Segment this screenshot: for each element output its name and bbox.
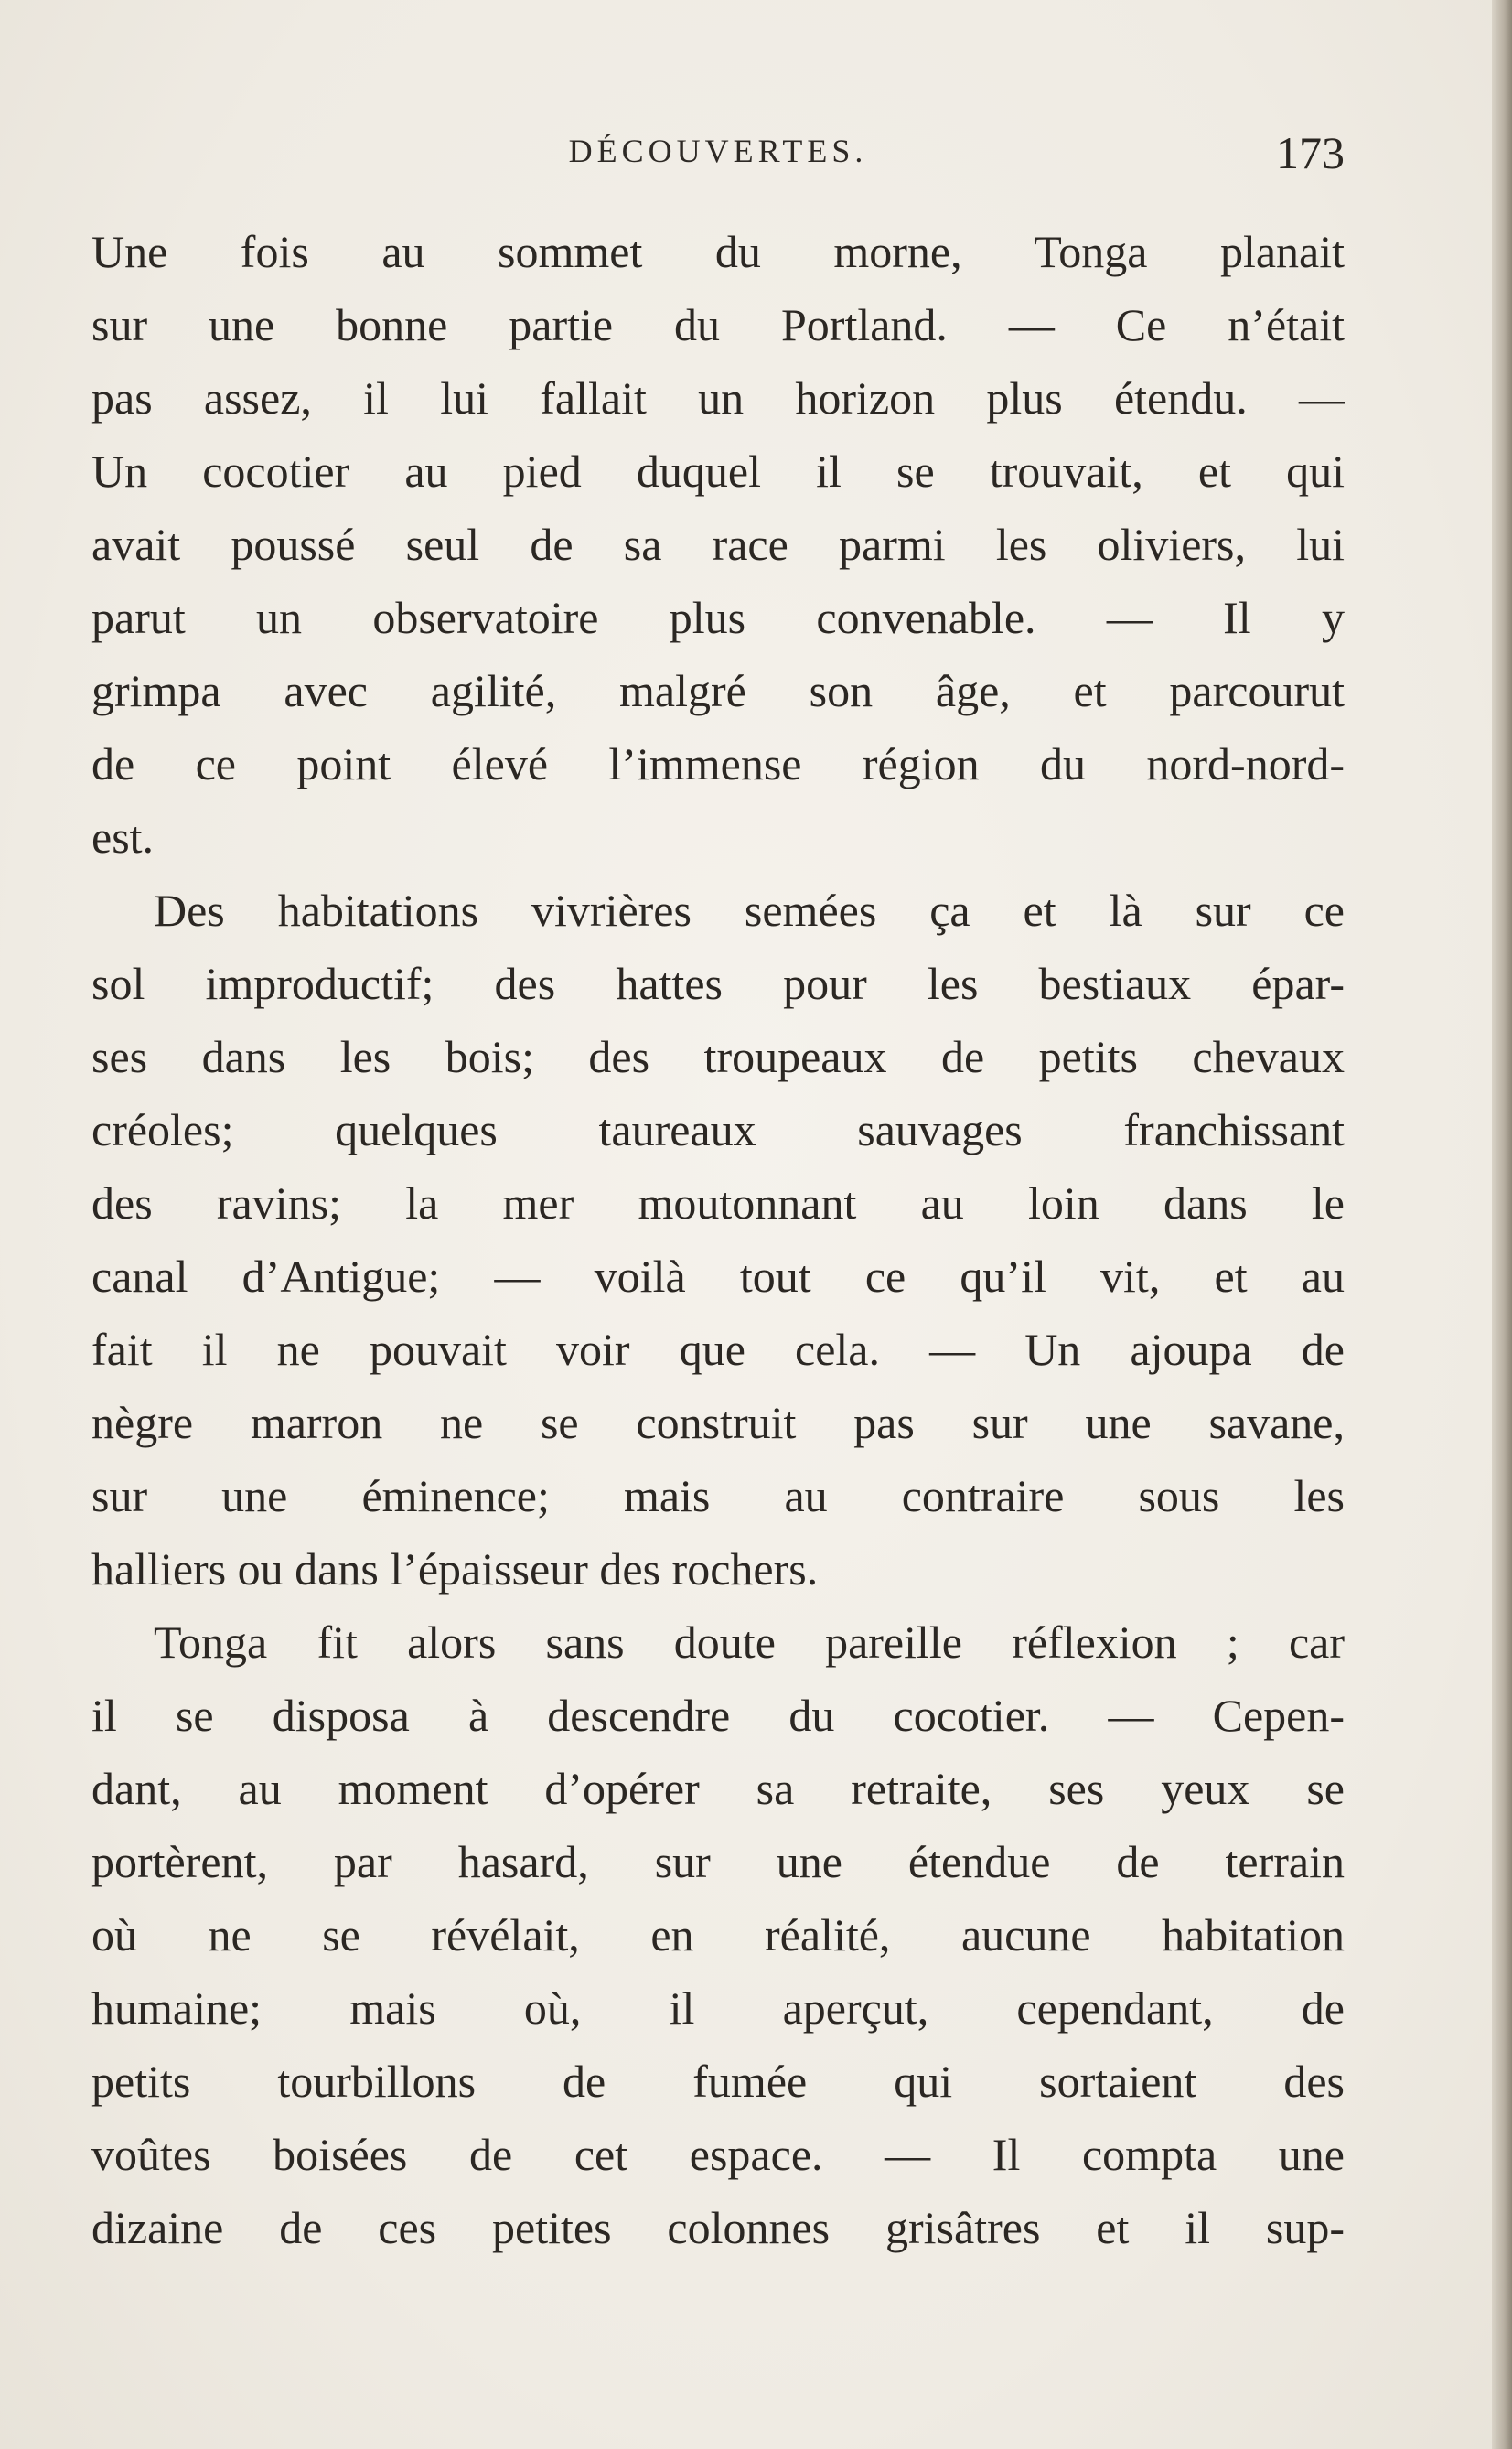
text-line: portèrent, par hasard, sur une étendue de terrain <box>91 1836 1345 1887</box>
text-line: Des habitations vivrières semées ça et là sur ce <box>154 885 1345 936</box>
text-line: petits tourbillons de fumée qui sortaient des <box>91 2056 1345 2107</box>
text-line: halliers ou dans l’épaisseur des rochers. <box>91 1543 819 1595</box>
text-line: sur une éminence; mais au contraire sous les <box>91 1470 1345 1521</box>
text-line: Tonga fit alors sans doute pareille réflexion ; car <box>154 1617 1345 1668</box>
text-line: fait il ne pouvait voir que cela. — Un ajoupa de <box>91 1324 1345 1375</box>
body-text <box>91 215 1345 2264</box>
text-line: des ravins; la mer moutonnant au loin dans le <box>91 1177 1345 1229</box>
text-line: canal d’Antigue; — voilà tout ce qu’il vit, et au <box>91 1251 1345 1302</box>
text-line: nègre marron ne se construit pas sur une savane, <box>91 1397 1345 1448</box>
text-line: humaine; mais où, il aperçut, cependant, de <box>91 1982 1345 2034</box>
text-line: de ce point élevé l’immense région du nord-nord- <box>91 738 1345 789</box>
text-line: sur une bonne partie du Portland. — Ce n’était <box>91 299 1345 350</box>
text-line: pas assez, il lui fallait un horizon plus étendu. — <box>91 372 1345 424</box>
page-header <box>91 126 1345 181</box>
text-line: Un cocotier au pied duquel il se trouvait, et qui <box>91 446 1345 497</box>
text-line: parut un observatoire plus convenable. — Il y <box>91 592 1345 643</box>
text-line: sol improductif; des hattes pour les bestiaux épar- <box>91 958 1345 1009</box>
text-line: où ne se révélait, en réalité, aucune habitation <box>91 1909 1345 1960</box>
page-edge <box>1492 0 1512 2449</box>
text-line: ses dans les bois; des troupeaux de petits chevaux <box>91 1031 1345 1082</box>
running-title: DÉCOUVERTES. <box>568 133 868 169</box>
page-number: 173 <box>1276 127 1345 178</box>
text-line: avait poussé seul de sa race parmi les oliviers, lui <box>91 519 1345 570</box>
text-line: il se disposa à descendre du cocotier. — Cepen- <box>91 1690 1345 1741</box>
text-line: créoles; quelques taureaux sauvages franchissant <box>91 1104 1345 1155</box>
text-line: Une fois au sommet du morne, Tonga planait <box>91 226 1345 277</box>
text-line: dant, au moment d’opérer sa retraite, ses yeux se <box>91 1763 1345 1814</box>
text-line: dizaine de ces petites colonnes grisâtres et il sup- <box>91 2202 1345 2253</box>
text-line: grimpa avec agilité, malgré son âge, et parcourut <box>91 665 1345 716</box>
text-line: voûtes boisées de cet espace. — Il compta une <box>91 2129 1345 2180</box>
text-line: est. <box>91 811 155 863</box>
